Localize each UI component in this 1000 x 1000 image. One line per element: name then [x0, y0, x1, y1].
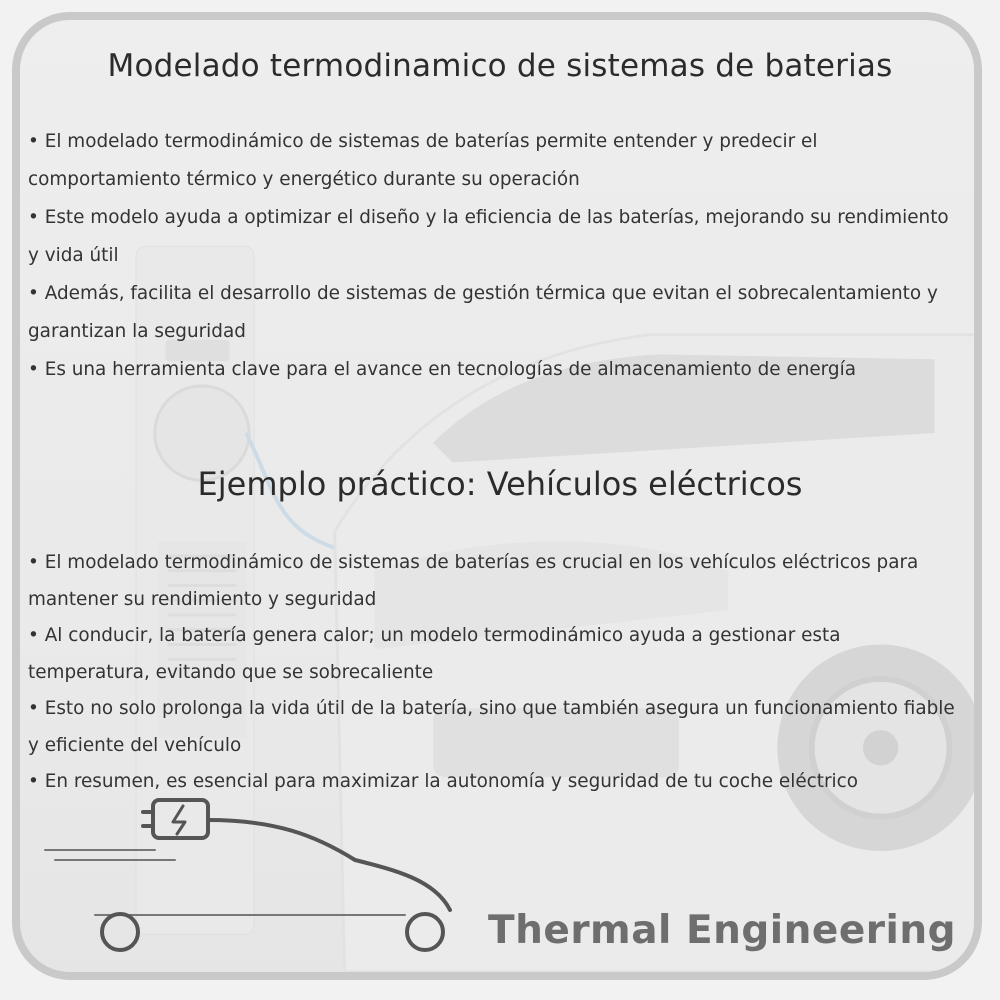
list-item: • En resumen, es esencial para maximizar la autonomía y seguridad de tu coche eléctrico — [28, 764, 958, 801]
page-title: Modelado termodinamico de sistemas de baterias — [107, 48, 893, 84]
intro-bullet-list — [28, 123, 958, 389]
list-item: • El modelado termodinámico de sistemas de baterías permite entender y predecir el comportamiento térmico y energético durante su operación — [28, 123, 958, 199]
list-item: • Es una herramienta clave para el avance en tecnologías de almacenamiento de energía — [28, 351, 958, 389]
list-item: • El modelado termodinámico de sistemas de baterías es crucial en los vehículos eléctricos para mantener su rendimiento y seguridad — [28, 545, 958, 618]
list-item: • Al conducir, la batería genera calor; un modelo termodinámico ayuda a gestionar esta temperatura, evitando que se sobrecaliente — [28, 618, 958, 691]
electric-car-icon — [35, 780, 465, 960]
list-item: • Esto no solo prolonga la vida útil de la batería, sino que también asegura un funcionamiento fiable y eficiente del vehículo — [28, 691, 958, 764]
brand-logo-text: Thermal Engineering — [488, 908, 957, 953]
list-item: • Este modelo ayuda a optimizar el diseño y la eficiencia de las baterías, mejorando su rendimiento y vida útil — [28, 199, 958, 275]
example-bullet-list — [28, 545, 958, 801]
list-item: • Además, facilita el desarrollo de sistemas de gestión térmica que evitan el sobrecalentamiento y garantizan la seguridad — [28, 275, 958, 351]
section-title: Ejemplo práctico: Vehículos eléctricos — [197, 465, 803, 503]
